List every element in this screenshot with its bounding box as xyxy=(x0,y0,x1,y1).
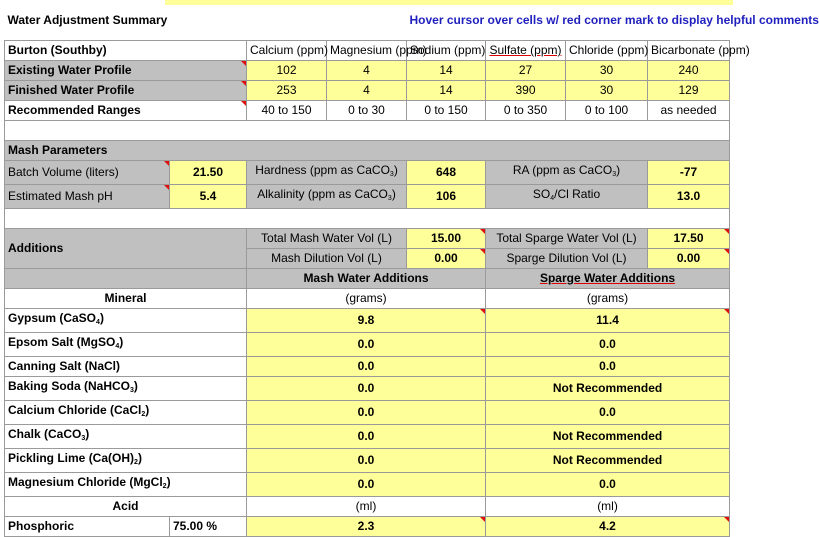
range-sodium: 0 to 150 xyxy=(407,101,486,121)
finished-bicarbonate[interactable]: 129 xyxy=(648,81,730,101)
hardness-label: Hardness (ppm as CaCO$_3$) xyxy=(247,161,407,185)
ra-value: -77 xyxy=(648,161,730,185)
sparge-grams-header: (grams) xyxy=(486,289,730,309)
so4cl-label: $SO_4/Cl$ Ratio xyxy=(486,185,648,209)
mineral-baking-soda-label: Baking Soda (NaHCO$_3$) xyxy=(5,377,247,401)
mash-grams-header: (grams) xyxy=(247,289,486,309)
mineral-gypsum-sparge[interactable]: 11.4 xyxy=(486,309,730,333)
mineral-magnesium-chloride-sparge[interactable]: 0.0 xyxy=(486,473,730,497)
ra-label: RA (ppm as CaCO$_3$) xyxy=(486,161,648,185)
existing-profile-label: Existing Water Profile xyxy=(5,61,247,81)
mineral-baking-soda-sparge: Not Recommended xyxy=(486,377,730,401)
existing-magnesium[interactable]: 4 xyxy=(327,61,407,81)
mineral-calcium-chloride-mash[interactable]: 0.0 xyxy=(247,401,486,425)
range-chloride: 0 to 100 xyxy=(566,101,648,121)
acid-percent[interactable]: 75.00 % xyxy=(170,517,247,537)
mineral-epsom-label: Epsom Salt (MgSO$_4$) xyxy=(5,333,247,357)
mineral-chalk-label: Chalk (CaCO$_3$) xyxy=(5,425,247,449)
existing-chloride[interactable]: 30 xyxy=(566,61,648,81)
mineral-canning-salt-mash[interactable]: 0.0 xyxy=(247,357,486,377)
total-sparge-label: Total Sparge Water Vol (L) xyxy=(486,229,648,249)
mineral-baking-soda-mash[interactable]: 0.0 xyxy=(247,377,486,401)
existing-sulfate[interactable]: 27 xyxy=(486,61,566,81)
mash-dilution-label: Mash Dilution Vol (L) xyxy=(247,249,407,269)
mash-ph-value: 5.4 xyxy=(170,185,247,209)
total-mash-value[interactable]: 15.00 xyxy=(407,229,486,249)
acid-name: Phosphoric xyxy=(5,517,170,537)
mineral-chalk-mash[interactable]: 0.0 xyxy=(247,425,486,449)
spacer-row xyxy=(5,121,730,141)
mineral-pickling-lime-label: Pickling Lime $(Ca(OH)_2)$ xyxy=(5,449,247,473)
acid-sparge-value[interactable]: 4.2 xyxy=(486,517,730,537)
range-sulfate: 0 to 350 xyxy=(486,101,566,121)
hardness-value: 648 xyxy=(407,161,486,185)
col-sulfate: Sulfate (ppm) xyxy=(486,41,566,61)
so4cl-value: 13.0 xyxy=(648,185,730,209)
range-magnesium: 0 to 30 xyxy=(327,101,407,121)
additions-blank xyxy=(5,269,247,289)
col-calcium: Calcium (ppm) xyxy=(247,41,327,61)
mineral-canning-salt-label: Canning Salt (NaCl) xyxy=(5,357,247,377)
finished-sulfate[interactable]: 390 xyxy=(486,81,566,101)
mineral-calcium-chloride-sparge[interactable]: 0.0 xyxy=(486,401,730,425)
mineral-gypsum-mash[interactable]: 9.8 xyxy=(247,309,486,333)
mash-dilution-value[interactable]: 0.00 xyxy=(407,249,486,269)
additions-header: Additions xyxy=(5,229,247,269)
col-sodium: Sodium (ppm) xyxy=(407,41,486,61)
mineral-epsom-mash[interactable]: 0.0 xyxy=(247,333,486,357)
mineral-canning-salt-sparge[interactable]: 0.0 xyxy=(486,357,730,377)
total-sparge-value[interactable]: 17.50 xyxy=(648,229,730,249)
col-bicarbonate: Bicarbonate (ppm) xyxy=(648,41,730,61)
mash-additions-header: Mash Water Additions xyxy=(247,269,486,289)
page-title: Water Adjustment Summary xyxy=(7,13,168,27)
sparge-dilution-label: Sparge Dilution Vol (L) xyxy=(486,249,648,269)
existing-calcium[interactable]: 102 xyxy=(247,61,327,81)
mineral-header: Mineral xyxy=(5,289,247,309)
col-magnesium: Magnesium (ppm) xyxy=(327,41,407,61)
hint-text: Hover cursor over cells w/ red corner mark to display helpful comments xyxy=(409,12,819,27)
mash-ml-header: (ml) xyxy=(247,497,486,517)
finished-profile-label: Finished Water Profile xyxy=(5,81,247,101)
batch-volume-value[interactable]: 21.50 xyxy=(170,161,247,185)
total-mash-label: Total Mash Water Vol (L) xyxy=(247,229,407,249)
mash-parameters-header: Mash Parameters xyxy=(5,141,730,161)
sparge-additions-header: Sparge Water Additions xyxy=(486,269,730,289)
mineral-magnesium-chloride-mash[interactable]: 0.0 xyxy=(247,473,486,497)
mineral-magnesium-chloride-label: Magnesium Chloride (MgCl$_2$) xyxy=(5,473,247,497)
spacer-row-2 xyxy=(5,209,730,229)
alkalinity-label: Alkalinity (ppm as CaCO$_3$) xyxy=(247,185,407,209)
profile-name[interactable]: Burton (Southby) xyxy=(5,41,247,61)
finished-chloride[interactable]: 30 xyxy=(566,81,648,101)
mash-ph-label: Estimated Mash pH xyxy=(5,185,170,209)
existing-sodium[interactable]: 14 xyxy=(407,61,486,81)
water-adjustment-table xyxy=(4,0,819,537)
mineral-epsom-sparge[interactable]: 0.0 xyxy=(486,333,730,357)
mineral-calcium-chloride-label: Calcium Chloride (CaCl$_2$) xyxy=(5,401,247,425)
acid-mash-value[interactable]: 2.3 xyxy=(247,517,486,537)
range-calcium: 40 to 150 xyxy=(247,101,327,121)
range-bicarbonate: as needed xyxy=(648,101,730,121)
finished-calcium[interactable]: 253 xyxy=(247,81,327,101)
sparge-dilution-value[interactable]: 0.00 xyxy=(648,249,730,269)
acid-header: Acid xyxy=(5,497,247,517)
mineral-chalk-sparge: Not Recommended xyxy=(486,425,730,449)
mineral-gypsum-label: Gypsum (CaSO$_4$) xyxy=(5,309,247,333)
recommended-ranges-label: Recommended Ranges xyxy=(5,101,247,121)
mineral-pickling-lime-sparge: Not Recommended xyxy=(486,449,730,473)
col-chloride: Chloride (ppm) xyxy=(566,41,648,61)
existing-bicarbonate[interactable]: 240 xyxy=(648,61,730,81)
alkalinity-value: 106 xyxy=(407,185,486,209)
finished-sodium[interactable]: 14 xyxy=(407,81,486,101)
finished-magnesium[interactable]: 4 xyxy=(327,81,407,101)
sparge-ml-header: (ml) xyxy=(486,497,730,517)
mineral-pickling-lime-mash[interactable]: 0.0 xyxy=(247,449,486,473)
batch-volume-label: Batch Volume (liters) xyxy=(5,161,170,185)
